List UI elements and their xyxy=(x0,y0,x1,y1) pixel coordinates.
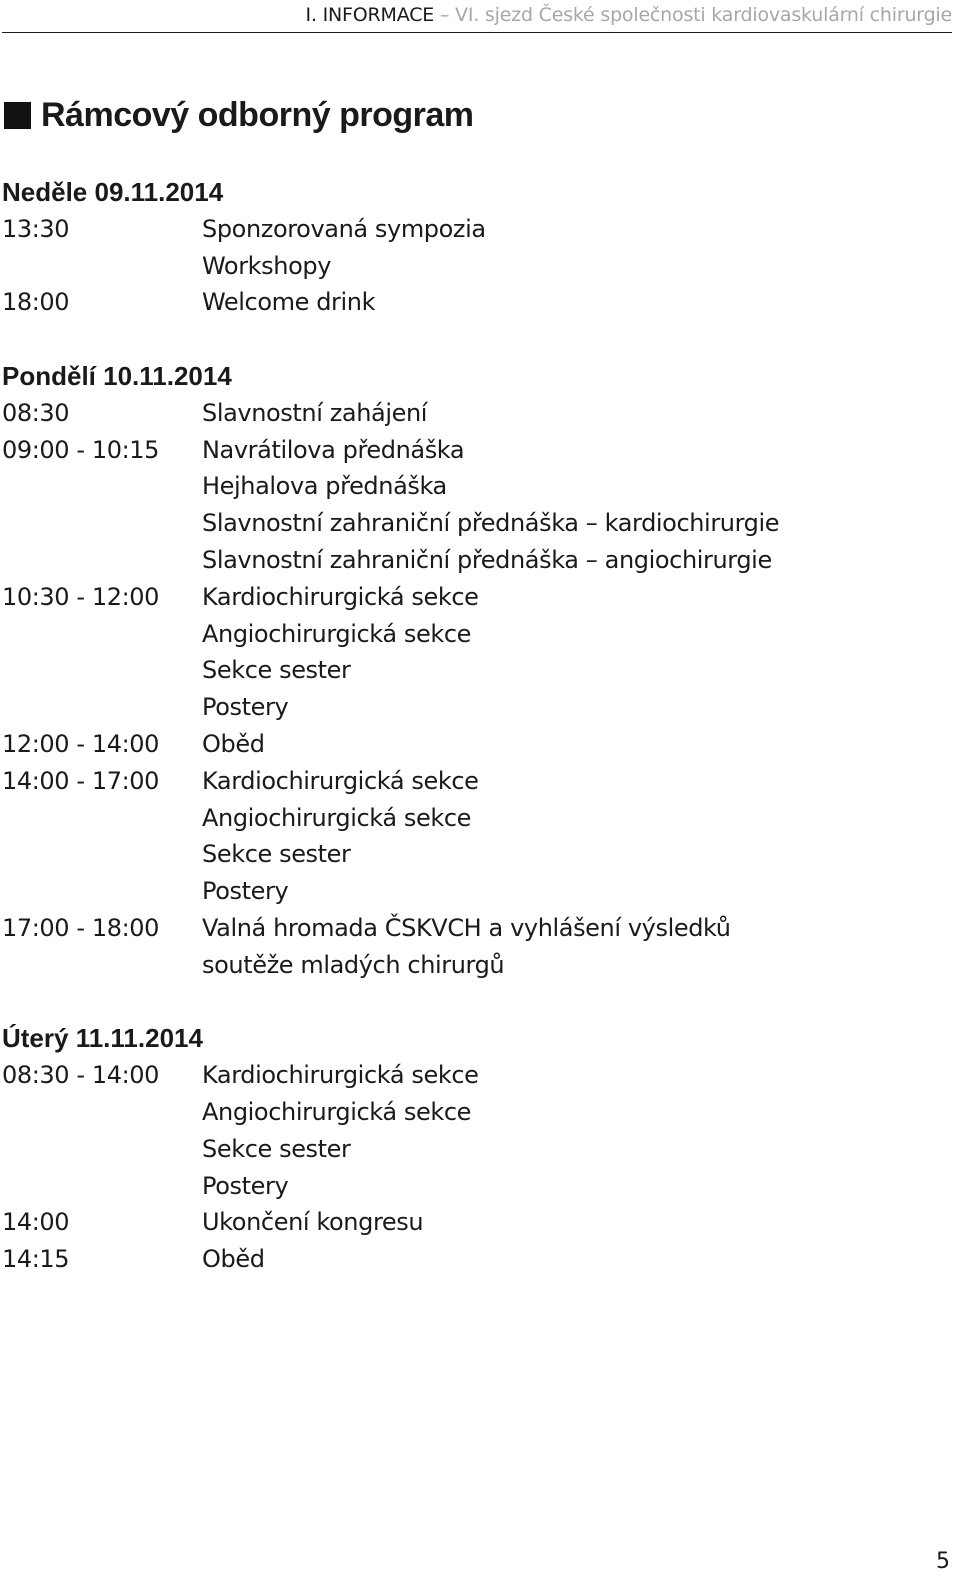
day-heading: Neděle 09.11.2014 xyxy=(2,177,224,207)
schedule-items xyxy=(202,284,942,321)
schedule-item: Sekce sester xyxy=(202,656,351,685)
schedule-time: 13:30 xyxy=(2,214,70,243)
schedule-items xyxy=(202,579,942,726)
schedule-item: Angiochirurgická sekce xyxy=(202,619,472,648)
schedule-time: 08:30 xyxy=(2,398,70,427)
schedule-items xyxy=(202,1057,942,1204)
schedule-item: Sekce sester xyxy=(202,1134,351,1163)
schedule-items xyxy=(202,1241,942,1278)
day-block xyxy=(2,174,942,321)
schedule-item: Slavnostní zahraniční přednáška – angiochirurgie xyxy=(202,545,772,574)
schedule-time: 12:00 - 14:00 xyxy=(2,729,160,758)
schedule-time: 08:30 - 14:00 xyxy=(2,1061,160,1090)
schedule-row xyxy=(2,1204,942,1241)
schedule-item: soutěže mladých chirurgů xyxy=(202,950,505,979)
schedule-time: 09:00 - 10:15 xyxy=(2,435,160,464)
schedule-row xyxy=(2,211,942,285)
schedule-items xyxy=(202,910,942,984)
schedule-row xyxy=(2,284,942,321)
schedule-time: 17:00 - 18:00 xyxy=(2,913,160,942)
section-title-text: Rámcový odborný program xyxy=(41,96,474,134)
schedule-item: Postery xyxy=(202,1171,289,1200)
program-schedule xyxy=(2,174,942,1315)
schedule-items xyxy=(202,726,942,763)
schedule-time: 14:00 - 17:00 xyxy=(2,766,160,795)
schedule-item: Sponzorovaná sympozia xyxy=(202,214,486,243)
schedule-items xyxy=(202,763,942,910)
schedule-row xyxy=(2,432,942,579)
schedule-item: Hejhalova přednáška xyxy=(202,472,447,501)
header-publication-title: VI. sjezd České společnosti kardiovaskulární chirurgie xyxy=(455,4,952,26)
day-heading: Úterý 11.11.2014 xyxy=(2,1023,203,1054)
schedule-item: Postery xyxy=(202,877,289,906)
schedule-item: Angiochirurgická sekce xyxy=(202,803,472,832)
schedule-item: Oběd xyxy=(202,729,265,758)
schedule-item: Navrátilova přednáška xyxy=(202,435,465,464)
schedule-items xyxy=(202,211,942,285)
schedule-time: 10:30 - 12:00 xyxy=(2,582,160,611)
schedule-time: 14:00 xyxy=(2,1208,70,1237)
schedule-row xyxy=(2,910,942,984)
schedule-row xyxy=(2,579,942,726)
schedule-item: Kardiochirurgická sekce xyxy=(202,1061,479,1090)
schedule-item: Kardiochirurgická sekce xyxy=(202,582,479,611)
schedule-item: Sekce sester xyxy=(202,840,351,869)
header-rule xyxy=(2,32,952,33)
day-block xyxy=(2,1020,942,1278)
schedule-row xyxy=(2,1057,942,1204)
running-header xyxy=(306,4,952,26)
schedule-row xyxy=(2,763,942,910)
header-section-label: I. INFORMACE xyxy=(305,4,435,26)
schedule-item: Valná hromada ČSKVCH a vyhlášení výsledků xyxy=(202,913,731,942)
schedule-time: 18:00 xyxy=(2,288,70,317)
schedule-items xyxy=(202,1204,942,1241)
schedule-items xyxy=(202,432,942,579)
schedule-item: Postery xyxy=(202,693,289,722)
day-heading: Pondělí 10.11.2014 xyxy=(2,360,232,391)
schedule-item: Ukončení kongresu xyxy=(202,1208,424,1237)
header-separator: – xyxy=(434,4,456,26)
day-block xyxy=(2,358,942,984)
page-number: 5 xyxy=(936,1549,950,1574)
schedule-item: Slavnostní zahraniční přednáška – kardiochirurgie xyxy=(202,509,780,538)
schedule-items xyxy=(202,395,942,432)
schedule-item: Kardiochirurgická sekce xyxy=(202,766,479,795)
schedule-time: 14:15 xyxy=(2,1245,70,1274)
section-title xyxy=(4,96,473,135)
schedule-item: Slavnostní zahájení xyxy=(202,398,428,427)
square-bullet-icon xyxy=(4,102,31,129)
schedule-row xyxy=(2,1241,942,1278)
schedule-item: Welcome drink xyxy=(202,288,376,317)
schedule-row xyxy=(2,726,942,763)
schedule-item: Workshopy xyxy=(202,251,332,280)
schedule-item: Angiochirurgická sekce xyxy=(202,1097,472,1126)
schedule-item: Oběd xyxy=(202,1245,265,1274)
schedule-row xyxy=(2,395,942,432)
